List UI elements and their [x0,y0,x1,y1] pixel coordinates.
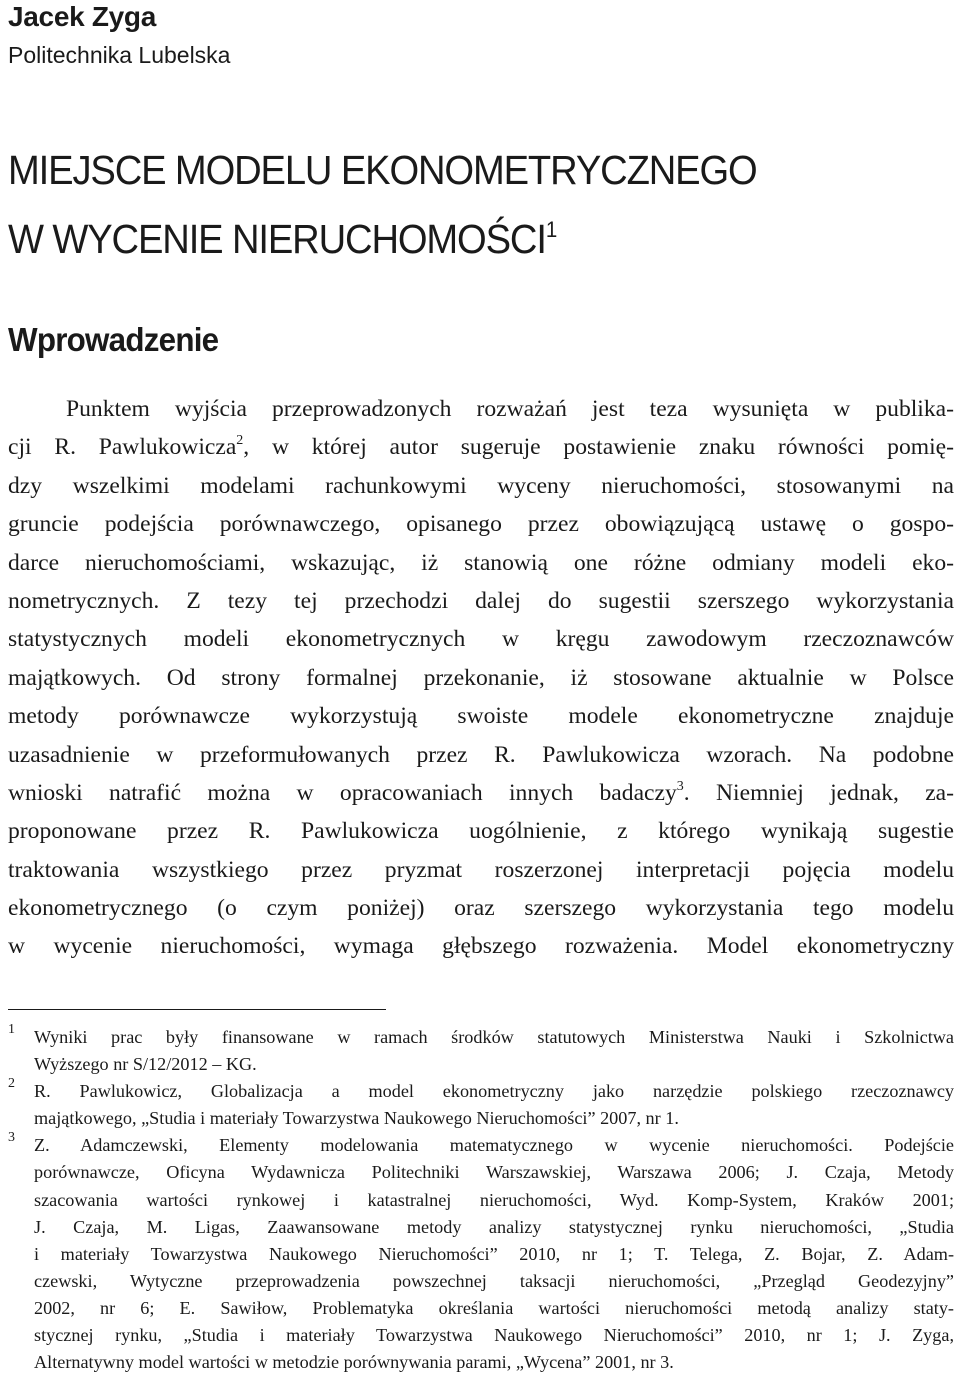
article-title [8,140,757,269]
body-line [8,428,954,466]
body-line: dzy wszelkimi modelami rachunkowymi wyceny nieruchomości, stosowanymi na [8,472,954,499]
body-paragraph [8,390,954,966]
footnote-3 [8,1132,954,1376]
body-line: Punktem wyjścia przeprowadzonych rozważań jest teza wysunięta w publika- [66,396,954,422]
body-line: darce nieruchomościami, wskazując, iż stanowią one różne odmiany modeli eko- [8,549,954,576]
footnote-line: R. Pawlukowicz, Globalizacja a model ekonometryczny jako narzędzie polskiego rzeczoznawcy [34,1081,954,1102]
footnote-line: Alternatywny model wartości w metodzie porównywania parami, „Wycena” 2001, nr 3. [34,1352,674,1373]
footnote-line: czewski, Wytyczne przeprowadzenia powszechnej taksacji nieruchomości, „Przegląd Geodezyjny” [34,1270,954,1291]
body-line: ekonometrycznego (o czym poniżej) oraz szerszego wykorzystania tego modelu [8,895,954,922]
footnote-line: porównawcze, Oficyna Wydawnicza Politechniki Warszawskiej, Warszawa 2006; J. Czaja, Metody [34,1162,954,1183]
footnote-line: stycznej rynku, „Studia i materiały Towarzystwa Naukowego Nieruchomości” 2010, nr 1; J. Zyga, [34,1325,954,1346]
footnote-line: majątkowego, „Studia i materiały Towarzystwa Naukowego Nieruchomości” 2007, nr 1. [34,1108,679,1129]
body-line: majątkowych. Od strony formalnej przekonanie, iż stosowane aktualnie w Polsce [8,664,954,691]
title-line-2-text: W WYCENIE NIERUCHOMOŚCI [8,216,546,262]
footnote-1 [8,1024,954,1078]
body-line-part: . Niemniej jednak, za- [683,779,954,806]
body-line: metody porównawcze wykorzystują swoiste modele ekonometryczne znajduje [8,703,954,730]
body-line [8,774,954,812]
title-line-2 [8,200,757,269]
body-line: nometrycznych. Z tezy tej przechodzi dalej do sugestii szerszego wykorzystania [8,587,954,614]
footnote-line: Wyniki prac były finansowane w ramach środków statutowych Ministerstwa Nauki i Szkolnictwa [34,1027,954,1047]
footnote-number: 2 [8,1076,15,1092]
footnote-divider [8,1009,386,1010]
author-name: Jacek Zyga [8,1,156,32]
body-line: uzasadnienie w przeformułowanych przez R. Pawlukowicza wzorach. Na podobne [8,741,954,768]
body-line: statystycznych modeli ekonometrycznych w kręgu zawodowym rzeczoznawców [8,626,954,653]
footnotes [8,1024,954,1376]
title-footnote-ref[interactable]: 1 [545,217,558,242]
footnote-2 [8,1078,954,1132]
footnote-number: 3 [8,1130,15,1146]
body-line: proponowane przez R. Pawlukowicza uogólnienie, z którego wynikają sugestie [8,818,954,845]
body-line: traktowania wszystkiego przez pryzmat roszerzonej interpretacji pojęcia modelu [8,856,954,883]
footnote-line: i materiały Towarzystwa Naukowego Nieruchomości” 2010, nr 1; T. Telega, Z. Bojar, Z. Adam- [34,1243,954,1264]
footnote-line: Wyższego nr S/12/2012 – KG. [34,1054,257,1075]
body-line: gruncie podejścia porównawczego, opisanego przez obowiązującą ustawę o gospo- [8,511,954,538]
title-line-1: MIEJSCE MODELU EKONOMETRYCZNEGO [8,147,757,193]
body-line-part: wnioski natrafić można w opracowaniach innych badaczy [8,779,677,806]
footnote-line: 2002, nr 6; E. Sawiłow, Problematyka określania wartości nieruchomości metodą analizy staty- [34,1297,954,1318]
footnote-line: J. Czaja, M. Ligas, Zaawansowane metody analizy statystycznej rynku nieruchomości, „Studia [34,1216,954,1237]
footnote-line: szacowania wartości rynkowej i katastralnej nieruchomości, Wyd. Komp-System, Kraków 2001; [34,1189,954,1210]
body-line: w wycenie nieruchomości, wymaga głębszego rozważenia. Model ekonometryczny [8,933,954,960]
footnote-ref-3[interactable]: 3 [676,778,684,794]
body-line-part: cji R. Pawlukowicza [8,434,237,461]
footnote-number: 1 [8,1022,15,1037]
footnote-ref-2[interactable]: 2 [236,433,244,449]
footnote-line: Z. Adamczewski, Elementy modelowania matematycznego w wycenie nieruchomości. Podejście [34,1135,954,1156]
author-affiliation: Politechnika Lubelska [8,42,231,68]
section-heading: Wprowadzenie [8,321,219,358]
body-line-part: , w której autor sugeruje postawienie znaku równości pomię- [243,434,954,461]
